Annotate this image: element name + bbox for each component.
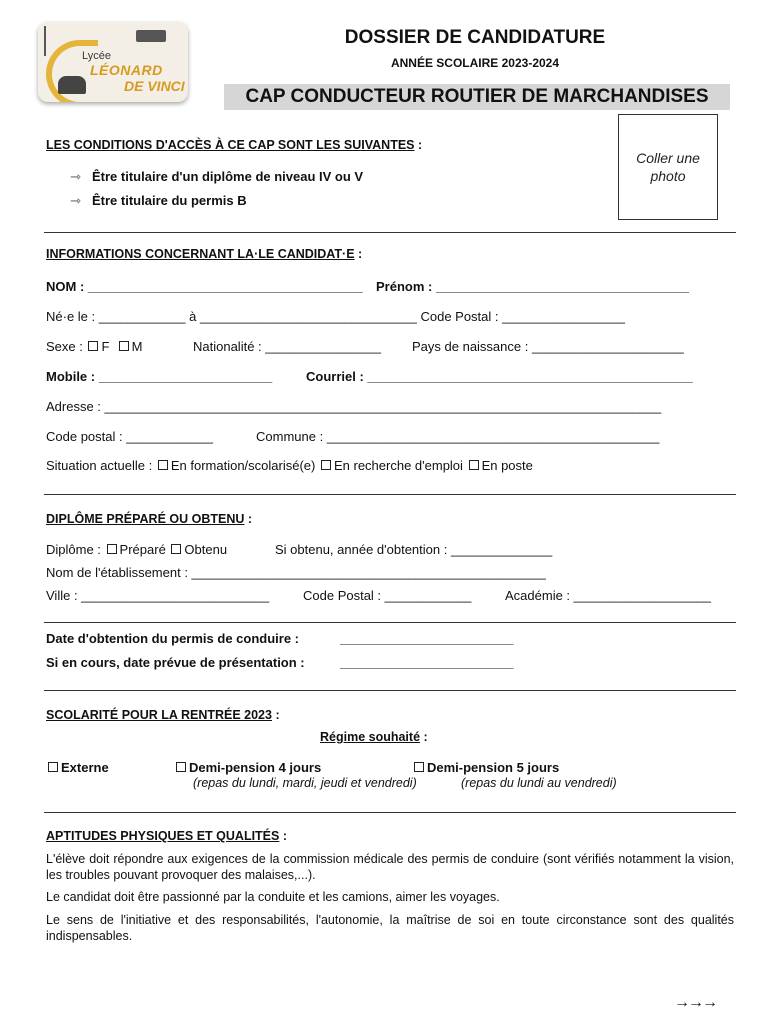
next-page-arrows-icon: →→→	[674, 994, 716, 1011]
diplome-heading-text: DIPLÔME PRÉPARÉ OU OBTENU	[46, 512, 245, 526]
divider	[44, 232, 736, 233]
situation-1-label: En formation/scolarisé(e)	[170, 458, 316, 473]
regime-heading-text: Régime souhaité	[320, 730, 421, 744]
checkbox-obtenu[interactable]	[171, 544, 181, 554]
conditions-heading	[46, 138, 422, 152]
obtenu-label: Obtenu	[184, 542, 228, 557]
checkbox-prepare[interactable]	[107, 544, 117, 554]
candidate-heading-colon: :	[354, 247, 363, 261]
condition-item-2-text: Être titulaire du permis B	[92, 193, 247, 208]
checkbox-m[interactable]	[119, 341, 129, 351]
logo-text-lycee: Lycée	[82, 50, 111, 62]
aptitudes-paragraph-2: Le candidat doit être passionné par la conduite et les camions, aimer les voyages.	[46, 890, 500, 904]
diplome-heading	[46, 512, 252, 526]
demi5-note: (repas du lundi au vendredi)	[461, 776, 617, 790]
situation-3-label: En poste	[481, 458, 533, 473]
permis-prevue-label: Si en cours, date prévue de présentation :	[46, 655, 305, 670]
permis-date-label: Date d'obtention du permis de conduire :	[46, 631, 299, 646]
code-postal-field[interactable]: Code postal : ____________	[46, 429, 213, 444]
checkbox-demi4[interactable]	[176, 762, 186, 772]
school-year: ANNÉE SCOLAIRE 2023-2024	[390, 56, 560, 70]
option-demi4[interactable]	[174, 760, 321, 775]
conditions-heading-colon: :	[414, 138, 423, 152]
scolarite-heading-colon: :	[271, 708, 280, 722]
condition-item-2	[70, 193, 247, 209]
birth-field[interactable]: Né·e le : ____________ à ______________________________ Code Postal : _________________	[46, 309, 626, 324]
photo-box	[618, 114, 718, 220]
aptitudes-heading-colon: :	[279, 829, 288, 843]
candidate-heading	[46, 247, 362, 261]
aptitudes-heading	[46, 829, 287, 843]
adresse-field[interactable]: Adresse : _____________________________________________________________________________	[46, 399, 662, 414]
pays-field[interactable]: Pays de naissance : _____________________	[412, 339, 684, 354]
people-icon	[58, 76, 86, 94]
diplome-code-postal-field[interactable]: Code Postal : ____________	[303, 588, 472, 603]
commune-field[interactable]: Commune : ______________________________________________	[256, 429, 660, 444]
divider	[44, 494, 736, 495]
arrow-right-icon: ⇾	[70, 169, 81, 184]
ville-field[interactable]: Ville : __________________________	[46, 588, 270, 603]
courriel-field[interactable]: Courriel : _____________________________________________	[306, 369, 693, 384]
logo-text-leonard: LÉONARD	[90, 62, 163, 78]
condition-item-1	[70, 169, 363, 185]
situation-field	[46, 458, 533, 473]
checkbox-recherche[interactable]	[321, 460, 331, 470]
prenom-field[interactable]: Prénom : ___________________________________	[376, 279, 690, 294]
divider	[44, 690, 736, 691]
sexe-field	[46, 339, 143, 354]
photo-label-line1: Coller une	[636, 150, 700, 166]
sexe-label: Sexe :	[46, 339, 83, 354]
etablissement-field[interactable]: Nom de l'établissement : _________________________________________________	[46, 565, 546, 580]
diplome-label: Diplôme :	[46, 542, 101, 557]
checkbox-formation[interactable]	[158, 460, 168, 470]
checkbox-poste[interactable]	[469, 460, 479, 470]
checkbox-externe[interactable]	[48, 762, 58, 772]
regime-heading	[320, 730, 428, 744]
diplome-field	[46, 542, 227, 557]
aptitudes-paragraph-1: L'élève doit répondre aux exigences de la commission médicale des permis de conduire (sont vérifiés notamment la vision, les troubles pouvant provoquer des malaises,...).	[46, 852, 734, 882]
regime-heading-colon: :	[420, 730, 428, 744]
demi4-note: (repas du lundi, mardi, jeudi et vendredi)	[193, 776, 417, 790]
divider	[44, 622, 736, 623]
demi4-label: Demi-pension 4 jours	[189, 760, 322, 775]
demi5-label: Demi-pension 5 jours	[427, 760, 560, 775]
conditions-heading-text: LES CONDITIONS D'ACCÈS À CE CAP SONT LES SUIVANTES	[46, 138, 415, 152]
condition-item-1-text: Être titulaire d'un diplôme de niveau IV ou V	[92, 169, 364, 184]
document-title: DOSSIER DE CANDIDATURE	[344, 27, 606, 48]
scolarite-heading	[46, 708, 280, 722]
situation-2-label: En recherche d'emploi	[333, 458, 463, 473]
situation-label: Situation actuelle :	[46, 458, 153, 473]
annee-field[interactable]: Si obtenu, année d'obtention : ______________	[275, 542, 553, 557]
candidate-heading-text: INFORMATIONS CONCERNANT LA·LE CANDIDAT·E	[46, 247, 355, 261]
arrow-right-icon: ⇾	[70, 193, 81, 208]
checkbox-f[interactable]	[88, 341, 98, 351]
nom-field[interactable]: NOM : ______________________________________	[46, 279, 363, 294]
diplome-heading-colon: :	[244, 512, 253, 526]
mobile-field[interactable]: Mobile : ________________________	[46, 369, 273, 384]
logo-text-vinci: DE VINCI	[124, 78, 185, 94]
scolarite-heading-text: SCOLARITÉ POUR LA RENTRÉE 2023	[46, 708, 272, 722]
option-externe[interactable]	[46, 760, 109, 775]
checkbox-demi5[interactable]	[414, 762, 424, 772]
prepare-label: Préparé	[119, 542, 166, 557]
sexe-m-label: M	[131, 339, 143, 354]
aptitudes-heading-text: APTITUDES PHYSIQUES ET QUALITÉS	[46, 829, 280, 843]
nationalite-field[interactable]: Nationalité : ________________	[193, 339, 381, 354]
sexe-f-label: F	[101, 339, 110, 354]
truck-icon	[136, 30, 166, 42]
school-logo	[38, 22, 188, 102]
divider	[44, 812, 736, 813]
externe-label: Externe	[61, 760, 109, 775]
option-demi5[interactable]	[412, 760, 559, 775]
program-banner: CAP CONDUCTEUR ROUTIER DE MARCHANDISES	[224, 84, 730, 110]
permis-date-field[interactable]: ________________________	[340, 631, 514, 646]
photo-label-line2: photo	[650, 168, 686, 184]
aptitudes-paragraph-3: Le sens de l'initiative et des responsabilités, l'autonomie, la maîtrise de soi en toute circonstance sont des qualités indispensables.	[46, 913, 734, 943]
permis-prevue-field[interactable]: ________________________	[340, 655, 514, 670]
academie-field[interactable]: Académie : ___________________	[505, 588, 712, 603]
